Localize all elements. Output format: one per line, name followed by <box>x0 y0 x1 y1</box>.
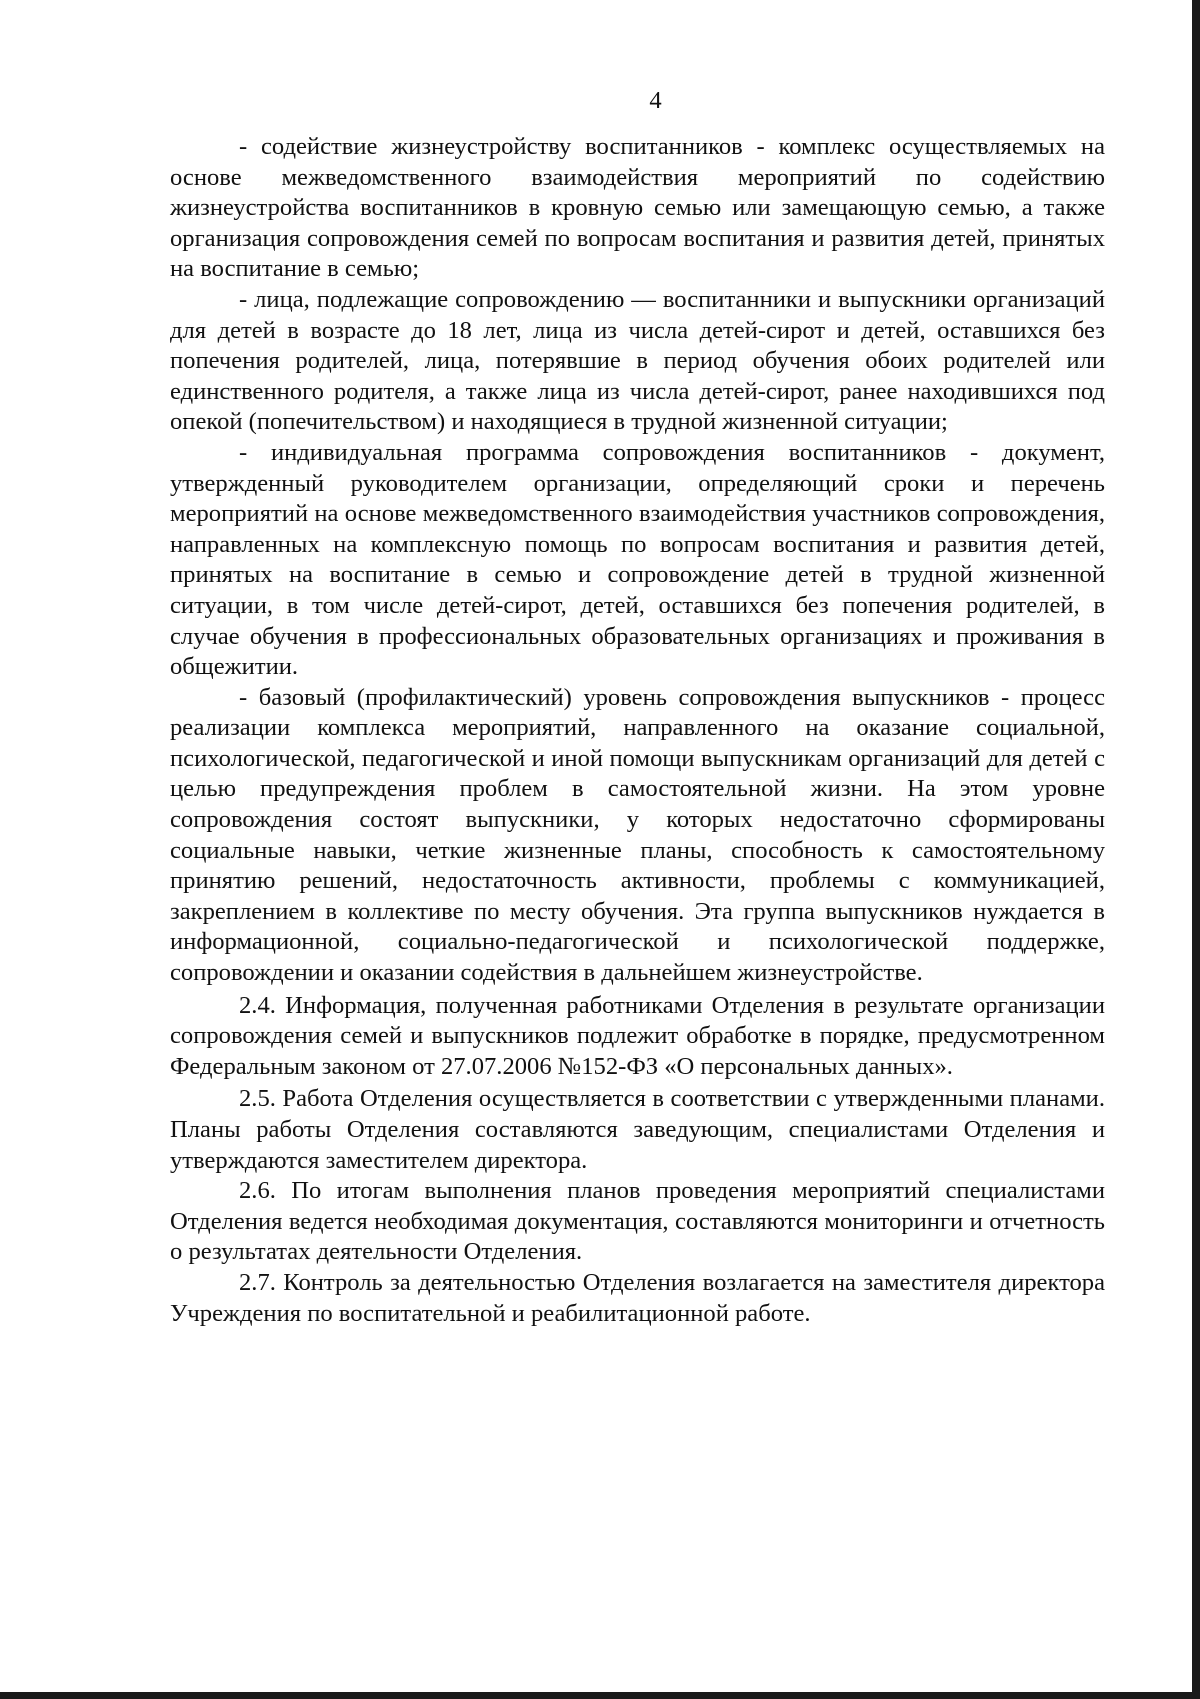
scan-edge-right <box>1192 0 1200 1699</box>
paragraph-2-5: 2.5. Работа Отделения осуществляется в соответствии с утвержденными планами. Планы работы Отделения составляются заведующим, специалистами Отделения и утверждаются заместителем директора. <box>170 1085 1105 1174</box>
paragraph-2-6: 2.6. По итогам выполнения планов проведения мероприятий специалистами Отделения ведется необходимая документация, составляются мониторинги и отчетность о результатах деятельности Отделения. <box>170 1177 1105 1266</box>
paragraph-2-4: 2.4. Информация, полученная работниками Отделения в результате организации сопровождения семей и выпускников подлежит обработке в порядке, предусмотренном Федеральным законом от 27.07.2006 №152-ФЗ «О персональных данных». <box>170 991 1105 1080</box>
scan-edge-bottom <box>0 1692 1200 1699</box>
paragraph-individualnaya-programma: - индивидуальная программа сопровождения воспитанников - документ, утвержденный руководителем организации, определяющий сроки и перечень мероприятий на основе межведомственного взаимодействия участников сопровождения, направленных на комплексную помощь по вопросам воспитания и развития детей, принятых на воспитание в семью и сопровождение детей в трудной жизненной ситуации, в том числе детей-сирот, детей, оставшихся без попечения родителей, в случае обучения в профессиональных образовательных организациях и проживания в общежитии. <box>170 438 1105 681</box>
paragraph-zhizneustroistvo: - содействие жизнеустройству воспитанников - комплекс осуществляемых на основе межведомственного взаимодействия мероприятий по содействию жизнеустройства воспитанников в кровную семью или замещающую семью, а также организация сопровождения семей по вопросам воспитания и развития детей, принятых на воспитание в семью; <box>170 133 1105 283</box>
paragraph-litsa-soprovozhdenie: - лица, подлежащие сопровождению — воспитанники и выпускники организаций для детей в возрасте до 18 лет, лица из числа детей-сирот и детей, оставшихся без попечения родителей, лица, потерявшие в период обучения обоих родителей или единственного родителя, а также лица из числа детей-сирот, ранее находившихся под опекой (попечительством) и находящиеся в трудной жизненной ситуации; <box>170 285 1105 436</box>
paragraph-2-7: 2.7. Контроль за деятельностью Отделения возлагается на заместителя директора Учреждения по воспитательной и реабилитационной работе. <box>170 1268 1105 1327</box>
page-number: 4 <box>649 87 662 114</box>
paragraph-bazovyi-uroven: - базовый (профилактический) уровень сопровождения выпускников - процесс реализации комплекса мероприятий, направленного на оказание социальной, психологической, педагогической и иной помощи выпускникам организаций для детей с целью предупреждения проблем в самостоятельной жизни. На этом уровне сопровождения состоят выпускники, у которых недостаточно сформированы социальные навыки, четкие жизненные планы, способность к самостоятельному принятию решений, недостаточность активности, проблемы с коммуникацией, закреплением в коллективе по месту обучения. Эта группа выпускников нуждается в информационной, социально-педагогической и психологической поддержке, сопровождении и оказании содействия в дальнейшем жизнеустройстве. <box>170 683 1105 987</box>
document-page <box>170 82 1105 1329</box>
